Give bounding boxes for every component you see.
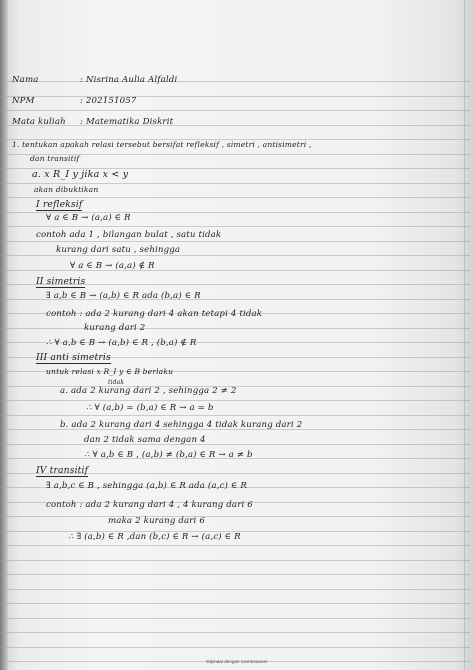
section-transitive-title: IV transitif <box>36 465 89 476</box>
relation-definition: a. x R_I y jika x < y <box>32 169 129 180</box>
ruled-line <box>6 400 470 401</box>
symmetric-example-2: kurang dari 2 <box>84 323 146 333</box>
antisymmetric-b-conclusion: ∴ ∀ a,b ∈ B , (a,b) ≠ (b,a) ∈ R → a ≠ b <box>84 450 253 460</box>
transitive-example-2: maka 2 kurang dari 6 <box>108 516 205 526</box>
ruled-line <box>6 415 470 416</box>
transitive-conclusion: ∴ ∃ (a,b) ∈ R ,dan (b,c) ∈ R → (a,c) ∈ R <box>68 532 241 542</box>
npm-value: : 202151057 <box>80 96 137 106</box>
ruled-line <box>6 226 470 227</box>
ruled-line <box>6 96 470 97</box>
ruled-line <box>6 125 470 126</box>
ruled-line <box>6 110 470 111</box>
binder-shadow <box>0 0 8 670</box>
nama-label: Nama <box>12 75 39 85</box>
reflexive-rule: ∀ a ∈ B → (a,a) ∈ R <box>46 213 131 223</box>
reflexive-conclusion: ∀ a ∈ B → (a,a) ∉ R <box>70 261 155 271</box>
ruled-line <box>6 197 470 198</box>
section-symmetric-title: II simetris <box>36 276 86 287</box>
ruled-line <box>6 255 470 256</box>
transitive-example-1: contoh : ada 2 kurang dari 4 , 4 kurang dari 6 <box>46 500 253 510</box>
ruled-line <box>6 516 470 517</box>
ruled-line <box>6 589 470 590</box>
question-line-2: dan transitif <box>30 154 80 163</box>
reflexive-example-2: kurang dari satu , sehingga <box>56 245 181 255</box>
reflexive-example-1: contoh ada 1 , bilangan bulat , satu tidak <box>36 230 222 240</box>
ruled-line <box>6 603 470 604</box>
antisymmetric-intro: untuk relasi x R_I y ∈ B berlaku <box>46 367 174 376</box>
matkul-value: : Matematika Diskrit <box>80 117 174 127</box>
symmetric-conclusion: ∴ ∀ a,b ∈ B → (a,b) ∈ R , (b,a) ∉ R <box>46 338 197 348</box>
ruled-line <box>6 81 470 82</box>
ruled-line <box>6 618 470 619</box>
ruled-line <box>6 241 470 242</box>
npm-label: NPM <box>12 96 35 106</box>
matkul-label: Mata kuliah <box>12 117 66 127</box>
ruled-line <box>6 574 470 575</box>
section-antisymmetric-title: III anti simetris <box>36 352 111 363</box>
ruled-line <box>6 183 470 184</box>
ruled-line <box>6 632 470 633</box>
margin-line <box>464 0 465 670</box>
ruled-line <box>6 444 470 445</box>
antisymmetric-a: a. ada 2 kurang dari 2 , sehingga 2 ≠ 2 <box>60 386 237 396</box>
section-reflexive-title: I refleksif <box>36 199 83 210</box>
tidak-insertion: tidak <box>108 379 125 386</box>
antisymmetric-a-conclusion: ∴ ∀ (a,b) = (b,a) ∈ R → a = b <box>86 403 214 413</box>
ruled-line <box>6 545 470 546</box>
antisymmetric-b-2: dan 2 tidak sama dengan 4 <box>84 435 206 445</box>
nama-value: : Nisrina Aulia Alfaldi <box>80 75 178 85</box>
transitive-rule: ∃ a,b,c ∈ B , sehingga (a,b) ∈ R ada (a,c) ∈ R <box>46 481 247 491</box>
ruled-line <box>6 647 470 648</box>
scanner-watermark: Dipindai dengan CamScanner <box>206 659 268 664</box>
symmetric-example-1: contoh : ada 2 kurang dari 4 akan tetapi 4 tidak <box>46 309 263 319</box>
ruled-line <box>6 560 470 561</box>
ruled-line <box>6 328 470 329</box>
antisymmetric-b-1: b. ada 2 kurang dari 4 sehingga 4 tidak kurang dari 2 <box>60 420 303 430</box>
akan-dibuktikan: akan dibuktikan <box>34 185 99 194</box>
question-line-1: 1. tentukan apakah relasi tersebut bersifat refleksif , simetri , antisimetri , <box>12 140 312 149</box>
symmetric-rule: ∃ a,b ∈ B → (a,b) ∈ R ada (b,a) ∈ R <box>46 291 201 301</box>
